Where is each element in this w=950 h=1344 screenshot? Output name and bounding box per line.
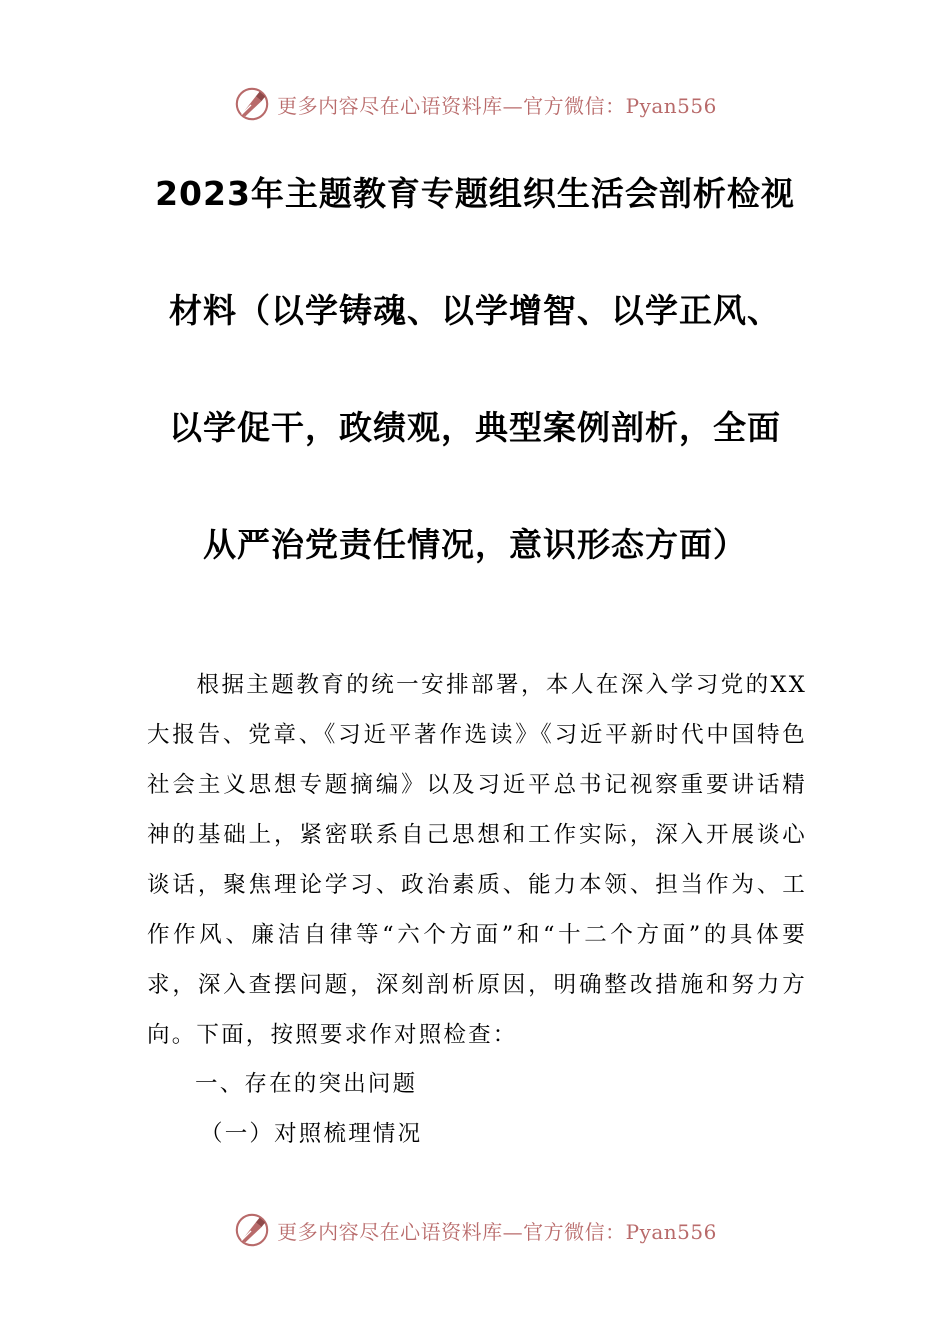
watermark-text: 更多内容尽在心语资料库—官方微信：Pyan556 (277, 93, 717, 118)
pen-nib-logo-icon (233, 1211, 271, 1249)
section-heading-2: （一）对照梳理情况 (200, 1121, 423, 1147)
title-line: 以学促干，政绩观，典型案例剖析，全面 (169, 408, 781, 447)
title-line: 从严治党责任情况，意识形态方面） (203, 525, 747, 564)
watermark-text: 更多内容尽在心语资料库—官方微信：Pyan556 (277, 1219, 717, 1244)
pen-nib-logo-icon (233, 85, 271, 123)
section-heading-1: 一、存在的突出问题 (195, 1071, 418, 1097)
title-line: 材料（以学铸魂、以学增智、以学正风、 (169, 291, 781, 330)
watermark-header (0, 82, 950, 126)
watermark-footer (0, 1208, 950, 1252)
document-title (120, 148, 830, 616)
body-section (147, 660, 807, 1060)
title-line: 2023年主题教育专题组织生活会剖析检视 (155, 174, 795, 213)
body-paragraph: 根据主题教育的统一安排部署，本人在深入学习党的XX大报告、党章、《习近平著作选读》《习近平新时代中国特色社会主义思想专题摘编》以及习近平总书记视察重要讲话精神的基础上，紧密联系自己思想和工作实际，深入开展谈心谈话，聚焦理论学习、政治素质、能力本领、担当作为、工作作风、廉洁自律等“六个方面”和“十二个方面”的具体要求，深入查摆问题，深刻剖析原因，明确整改措施和努力方向。下面，按照要求作对照检查： (147, 672, 807, 1048)
